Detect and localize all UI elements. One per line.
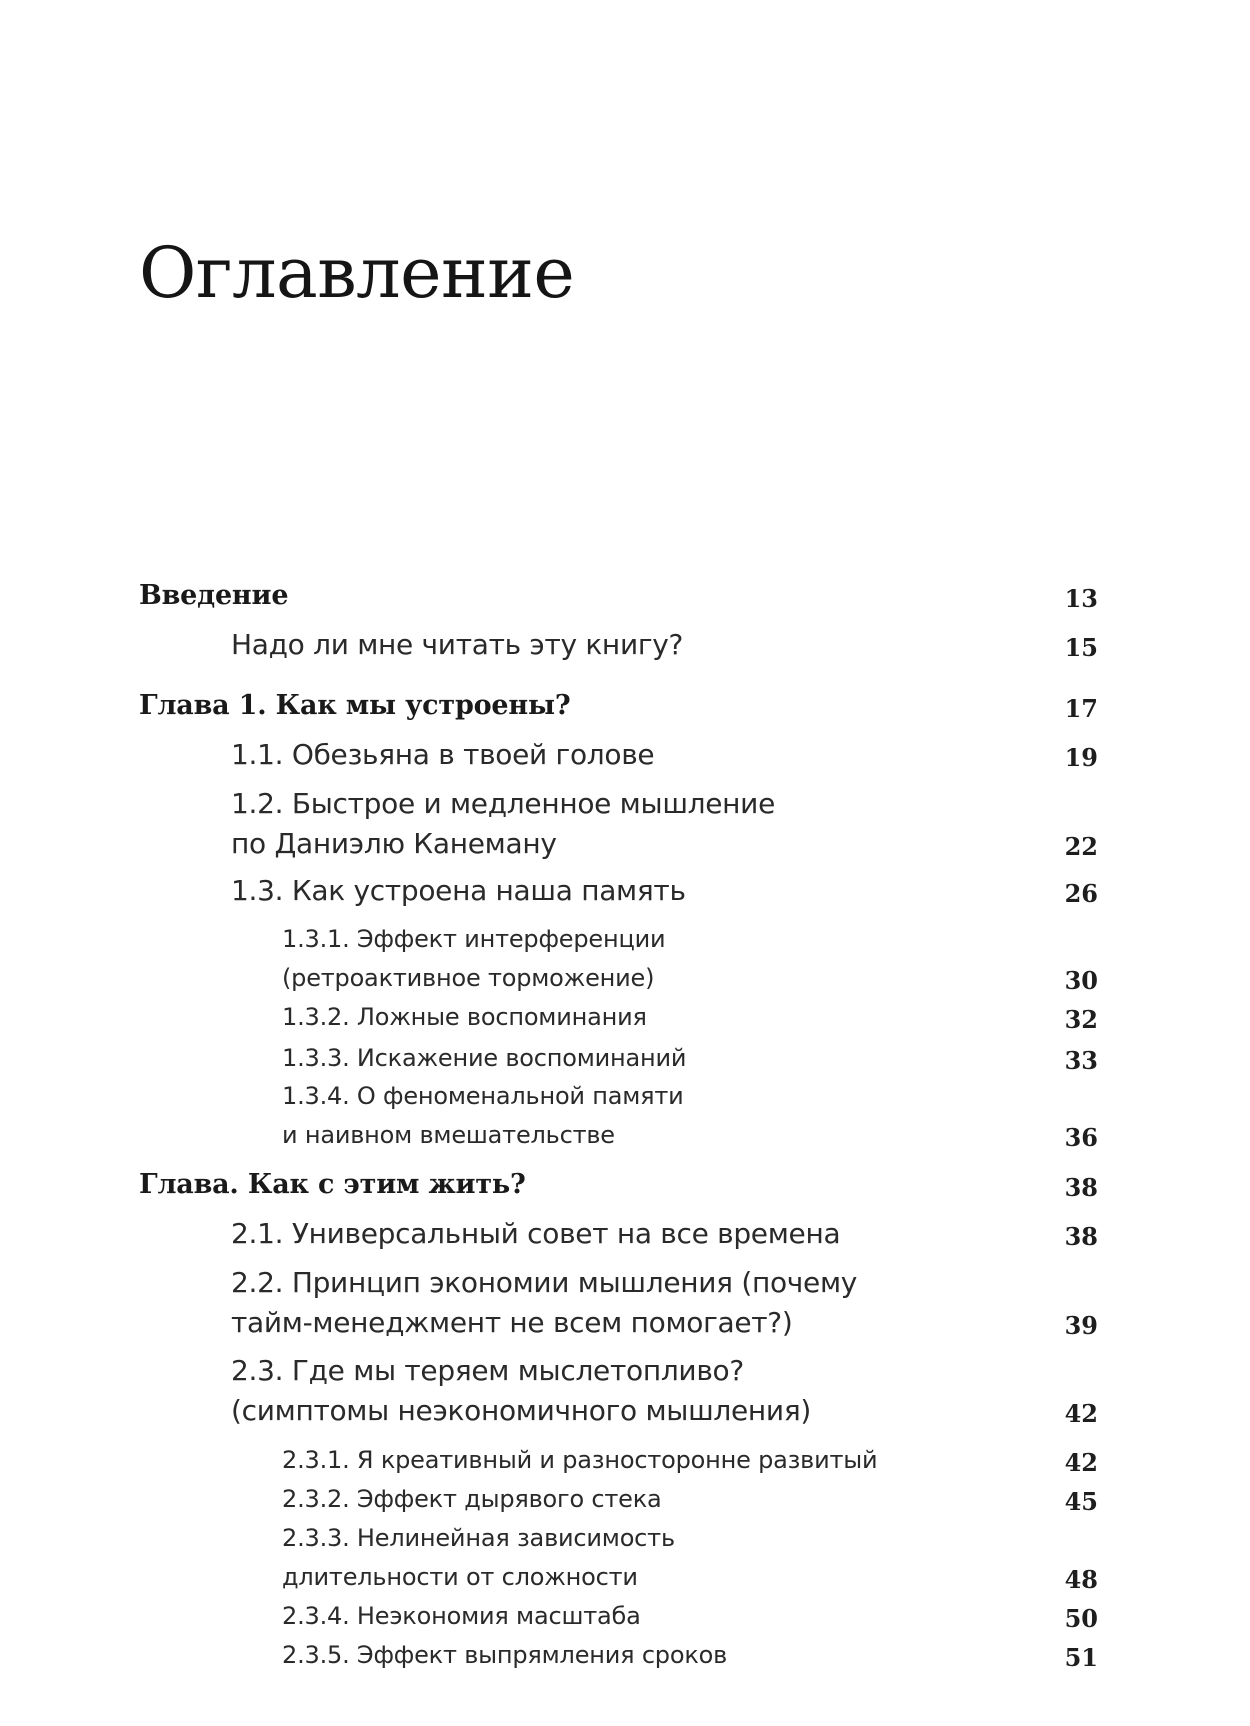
toc-page-number: 26 <box>1064 879 1098 908</box>
toc-page-number: 19 <box>1064 743 1098 772</box>
toc-entry-line: Глава. Как с этим жить? <box>139 1169 526 1200</box>
toc-entry-line: 2.3.4. Неэкономия масштаба <box>282 1601 641 1630</box>
toc-entry-label <box>282 998 647 1037</box>
toc-entry-line: 1.3.3. Искажение воспоминаний <box>282 1043 687 1072</box>
toc-entry-label <box>231 871 686 911</box>
toc-page-number: 45 <box>1064 1486 1098 1516</box>
toc-page-number: 15 <box>1064 633 1098 662</box>
toc-page-number: 32 <box>1064 1004 1098 1034</box>
toc-entry-label <box>282 1039 686 1078</box>
toc-entry-label <box>231 625 683 665</box>
toc-entry-label <box>282 1597 641 1636</box>
toc-entry-line: 1.1. Обезьяна в твоей голове <box>231 738 655 771</box>
toc-page-number: 22 <box>1064 832 1098 861</box>
toc-entry-label <box>282 1077 684 1155</box>
toc-entry-line: 1.2. Быстрое и медленное мышление <box>231 787 775 820</box>
toc-entry-line: Глава 1. Как мы устроены? <box>139 690 571 721</box>
toc-entry-line: Введение <box>139 580 289 611</box>
toc-page-number: 51 <box>1064 1642 1098 1672</box>
toc-entry-line: 2.3.3. Нелинейная зависимость <box>282 1523 675 1552</box>
toc-entry-label <box>139 576 288 616</box>
toc-page-number: 17 <box>1064 694 1098 723</box>
toc-entry-line: 2.1. Универсальный совет на все времена <box>231 1217 841 1250</box>
toc-entry-label <box>282 1441 877 1480</box>
toc-entry-line: 2.3. Где мы теряем мыслетопливо? <box>231 1354 744 1387</box>
toc-page-number: 38 <box>1064 1222 1098 1251</box>
toc-entry-label <box>282 1519 675 1597</box>
toc-entry-line: 2.3.1. Я креативный и разносторонне развитый <box>282 1445 878 1474</box>
toc-page-number: 13 <box>1064 584 1098 613</box>
toc-entry-label <box>139 686 570 726</box>
toc-page-number: 36 <box>1064 1122 1098 1152</box>
toc-page-number: 48 <box>1064 1564 1098 1594</box>
toc-page-number: 42 <box>1064 1399 1098 1428</box>
toc-entry-line: 1.3.4. О феноменальной памяти <box>282 1081 684 1110</box>
toc-entry-line: 2.3.2. Эффект дырявого стека <box>282 1484 662 1513</box>
toc-entry-label <box>139 1165 526 1205</box>
page-title: Оглавление <box>139 232 575 314</box>
toc-page-number: 30 <box>1064 965 1098 995</box>
toc-entry-line: 1.3.1. Эффект интерференции <box>282 924 666 953</box>
toc-entry-line: Надо ли мне читать эту книгу? <box>231 628 684 661</box>
toc-page-number: 33 <box>1064 1045 1098 1075</box>
toc-entry-label <box>231 1214 840 1254</box>
toc-entry-label <box>231 1263 857 1343</box>
toc-page-number: 38 <box>1064 1173 1098 1202</box>
toc-entry-line: и наивном вмешательстве <box>282 1120 615 1149</box>
toc-page-number: 50 <box>1064 1603 1098 1633</box>
toc-entry-line: (ретроактивное торможение) <box>282 963 655 992</box>
toc-entry-line: 1.3.2. Ложные воспоминания <box>282 1002 647 1031</box>
toc-entry-label <box>231 1351 811 1431</box>
toc-entry-label <box>231 735 654 775</box>
toc-page-number: 39 <box>1064 1311 1098 1340</box>
toc-entry-line: 1.3. Как устроена наша память <box>231 874 686 907</box>
toc-entry-line: длительности от сложности <box>282 1562 638 1591</box>
toc-entry-line: (симптомы неэкономичного мышления) <box>231 1394 811 1427</box>
toc-entry-line: по Даниэлю Канеману <box>231 827 557 860</box>
toc-entry-label <box>282 1480 662 1519</box>
toc-entry-label <box>231 784 775 864</box>
toc-entry-label <box>282 1636 727 1675</box>
toc-page-number: 42 <box>1064 1447 1098 1477</box>
toc-entry-line: тайм-менеджмент не всем помогает?) <box>231 1306 793 1339</box>
toc-entry-label <box>282 920 665 998</box>
toc-entry-line: 2.3.5. Эффект выпрямления сроков <box>282 1640 728 1669</box>
toc-entry-line: 2.2. Принцип экономии мышления (почему <box>231 1266 858 1299</box>
